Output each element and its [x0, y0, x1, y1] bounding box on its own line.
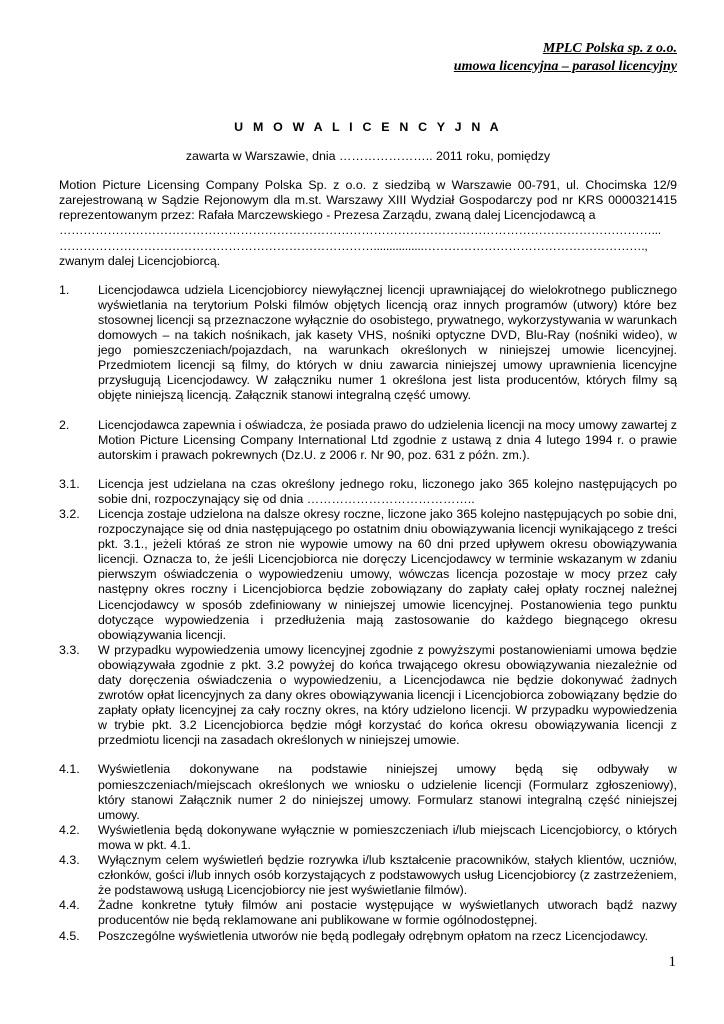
licensee-blank-line-1: …………………………………………………………………………………………………………………………………...: [59, 223, 661, 238]
section-item: [59, 762, 677, 822]
licensee-blank-line-2: ……………………………………………………………………................……………………………………………….,: [59, 238, 648, 253]
section-number: 4.1.: [59, 762, 80, 777]
document-header: [454, 40, 677, 76]
section-text: Poszczególne wyświetlenia utworów nie będą podlegały odrębnym opłatom na rzecz Licencjodawcy.: [98, 928, 649, 943]
section-item: [59, 418, 677, 463]
section-number: 4.3.: [59, 853, 80, 868]
section-number: 3.1.: [59, 476, 80, 491]
section-item: [59, 898, 677, 928]
section-number: 4.2.: [59, 822, 80, 837]
page-number: 1: [668, 954, 676, 970]
section-number: 1.: [59, 282, 70, 297]
section-number: 3.2.: [59, 506, 80, 521]
section-text: Licencjodawca udziela Licencjobiorcy niewyłącznej licencji uprawniającej do wielokrotnego publicznego wyświetlania na terytorium Polski filmów objętych licencją oraz innych programów (utwory) które bez stosownej licencji są przeznaczone wyłącznie do osobistego, prywatnego, wykorzystywania w warunkach domowych – na takich nośnikach, jak kasety VHS, nośniki optyczne DVD, Blu-Ray (nośniki wideo), w jego pomieszczeniach/pojazdach, na warunkach określonych w niniejszej umowie licencyjnej. Przedmiotem licencji są filmy, do których w dniu zawarcia niniejszej umowy uprawnienia licencyjne przysługują Licencjodawcy. W załączniku numer 1 określona jest lista producentów, których filmy są objęte niniejszą licencją. Załącznik stanowi integralną część umowy.: [98, 282, 677, 403]
section-text: Licencja jest udzielana na czas określony jednego roku, liczonego jako 365 kolejno następujących po sobie dni, rozpoczynający się od dnia …………………………………..: [98, 476, 677, 506]
section-text: Żadne konkretne tytuły filmów ani postacie występujące w wyświetlanych utworach bądź nazwy producentów nie będą reklamowane ani publikowane w formie ogólnodostępnej.: [98, 898, 677, 928]
contract-intro: zawarta w Warszawie, dnia ………………….. 2011 roku, pomiędzy: [185, 149, 551, 164]
document-type: umowa licencyjna – parasol licencyjny: [453, 59, 677, 74]
section-text: Wyświetlenia będą dokonywane wyłącznie w pomieszczeniach i/lub miejscach Licencjobiorcy, o których mowa w pkt. 4.1.: [98, 822, 677, 852]
section-number: 3.3.: [59, 642, 80, 657]
section-item: [59, 823, 677, 853]
section-item: [59, 283, 677, 404]
section-number: 2.: [59, 417, 70, 432]
section-number: 4.4.: [59, 898, 80, 913]
section-text: W przypadku wypowiedzenia umowy licencyjnej zgodnie z powyższymi postanowieniami umowa będzie obowiązywała zgodnie z pkt. 3.2 powyżej do końca trwającego okresu obowiązywania niezależnie od daty doręczenia oświadczenia o wypowiedzeniu, a Licencjodawca nie będzie dokonywać żadnych zwrotów opłat licencyjnych za dany okres obowiązywania licencji i Licencjobiorca zobowiązany będzie do zapłaty opłaty licencyjnej za cały roczny okres, na który udzielono licencji. W przypadku wypowiedzenia w trybie pkt. 3.2 Licencjobiorca będzie mógł korzystać do końca okresu obowiązywania licencji z przedmiotu licencji na zasadach określonych w niniejszej umowie.: [98, 642, 677, 748]
licensor-paragraph: Motion Picture Licensing Company Polska Sp. z o.o. z siedzibą w Warszawie 00-791, ul. Chocimska 12/9 zarejestrowaną w Sądzie Rejonowym dla m.st. Warszawy XIII Wydział Gospodarczy pod nr KRS 0000321415 reprezentowanym przez: Rafała Marczewskiego - Prezesa Zarządu, zwaną dalej Licencjodawcą a: [59, 178, 677, 223]
document-title: U M O W A L I C E N C Y J N A: [234, 120, 502, 134]
section-text: Wyłącznym celem wyświetleń będzie rozrywka i/lub kształcenie pracowników, stałych klientów, uczniów, członków, gości i/lub innych osób korzystających z podstawowych usług Licencjobiorcy (z zastrzeżeniem, że podstawową usługą Licencjobiorcy nie jest wyświetlanie filmów).: [98, 853, 677, 898]
document-body: [59, 120, 677, 944]
section-text: Licencja zostaje udzielona na dalsze okresy roczne, liczone jako 365 kolejno następujących po sobie dni, rozpoczynające się od dnia następującego po ostatnim dniu obowiązywania licencji wynikającego z treści pkt. 3.1., jeżeli któraś ze stron nie wypowie umowy na 60 dni przed upływem okresu obowiązywania licencji. Oznacza to, że jeśli Licencjobiorca nie doręczy Licencjodawcy w terminie wskazanym w zdaniu pierwszym oświadczenia o wypowiedzeniu umowy, wówczas licencja pozostaje w mocy przez cały następny okres roczny i Licencjobiorca będzie zobowiązany do zapłaty całej opłaty rocznej należnej Licencjodawcy w sposób zdefiniowany w niniejszej umowie licencyjnej. Postanowienia tego punktu dotyczące wypowiedzenia i przedłużenia mają zastosowanie do każdego biegnącego okresu obowiązywania licencji.: [98, 506, 677, 642]
section-text: Licencjodawca zapewnia i oświadcza, że posiada prawo do udzielenia licencji na mocy umowy zawartej z Motion Picture Licensing Company International Ltd zgodnie z ustawą z dnia 4 lutego 1994 r. o prawie autorskim i prawach pokrewnych (Dz.U. z 2006 r. Nr 90, poz. 631 z późn. zm.).: [98, 417, 677, 462]
section-text: Wyświetlenia dokonywane na podstawie niniejszej umowy będą się odbywały w pomieszczeniach/miejscach określonych we wniosku o udzielenie licencji (Formularz zgłoszeniowy), który stanowi Załącznik numer 2 do niniejszej umowy. Formularz stanowi integralną część niniejszej umowy.: [98, 762, 677, 822]
section-item: [59, 929, 677, 944]
section-item: [59, 853, 677, 898]
licensee-paragraph: zwanym dalej Licencjobiorcą.: [59, 253, 221, 268]
section-item: [59, 507, 677, 643]
section-item: [59, 477, 677, 507]
company-name: MPLC Polska sp. z o.o.: [542, 41, 677, 56]
section-item: [59, 643, 677, 749]
section-number: 4.5.: [59, 928, 80, 943]
